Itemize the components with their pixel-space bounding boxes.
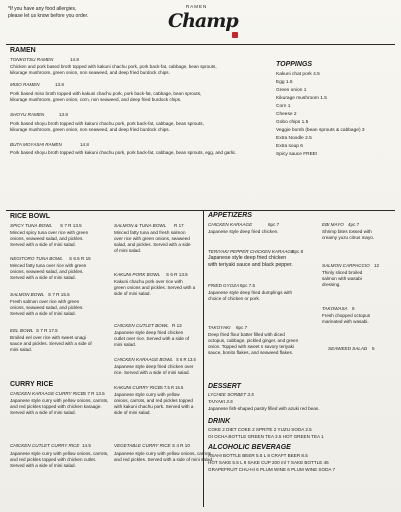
appetizer-item-price: 12 bbox=[374, 263, 380, 268]
rice-bowl-item-name: CHICKEN KARAAGE BOWL bbox=[114, 357, 173, 362]
rice-bowl-item-desc: mini salad. bbox=[114, 342, 136, 347]
rice-bowl-item-desc: over rice with green onions, seaweed bbox=[114, 236, 190, 241]
brand-subtitle: RAMEN bbox=[186, 4, 208, 9]
rice-bowl-item-desc: Minced spicy tuna over rice with green bbox=[10, 230, 89, 235]
ramen-item-price: 14.8 bbox=[70, 57, 79, 62]
curry-item-desc: and red pickles topped with chicken karaage. bbox=[10, 404, 102, 409]
ramen-heading: RAMEN bbox=[10, 47, 36, 54]
rice-bowl-item-desc: Broiled eel over rice with sweet unagi bbox=[10, 335, 86, 340]
rice-bowl-item-desc: onions, seaweed salad, and pickles. bbox=[10, 269, 84, 274]
rice-bowl-item-price: S 6 R 13.5 bbox=[176, 357, 196, 362]
appetizers-heading: APPETIZERS bbox=[208, 212, 252, 219]
appetizer-item-desc: sauce, bonito flakes, and seaweed flakes. bbox=[208, 350, 294, 355]
appetizer-item-price: 6pc 7 bbox=[268, 222, 280, 227]
curry-item-price: S 7.5 R 15.5 bbox=[160, 385, 184, 390]
curry-item-price: S 7 R 13.5 bbox=[83, 391, 105, 396]
appetizer-item-price: 6 bbox=[352, 306, 355, 311]
topping-item bbox=[276, 120, 308, 126]
rice-bowl-item-price: S 7 R 13.5 bbox=[60, 223, 82, 228]
appetizer-item-name: TAKOYAKI bbox=[208, 325, 231, 330]
topping-item bbox=[276, 72, 320, 78]
curry-item-desc: onions, carrots, and red pickles topped bbox=[114, 398, 193, 403]
topping-item bbox=[276, 152, 317, 158]
rice-bowl-item-desc: side of mini salad. bbox=[114, 291, 151, 296]
dessert-heading: DESSERT bbox=[208, 383, 241, 390]
appetizer-item-desc: dressing. bbox=[322, 282, 341, 287]
rice-bowl-item-name: CHICKEN CUTLET BOWL bbox=[114, 323, 169, 328]
rice-bowl-item-name: SALMON BOWL bbox=[10, 292, 45, 297]
rice-bowl-item-desc: onions, seaweed salad, and pickles. bbox=[10, 305, 84, 310]
appetizer-item-price: 4pc 7 bbox=[348, 222, 360, 227]
ramen-item-price: 13.8 bbox=[59, 112, 68, 117]
topping-name: Gobo chips bbox=[276, 120, 301, 125]
curry-item-desc: and red pickles. Served with a side of mini salad. bbox=[114, 457, 214, 462]
topping-price: 1 bbox=[287, 104, 291, 109]
appetizer-item-desc: Japanese style deep fried chicken. bbox=[208, 229, 279, 234]
topping-item bbox=[276, 136, 312, 142]
topping-price: 1 bbox=[303, 88, 307, 93]
topping-item bbox=[276, 112, 297, 118]
topping-item bbox=[276, 88, 306, 94]
rice-bowl-item-desc: mini salad. bbox=[10, 347, 32, 352]
rice-bowl-item-price: S 7 R 15.5 bbox=[48, 292, 70, 297]
ramen-item-desc: Pork based shoyu broth topped with kakuni chachu pork, pork back-fat, cabbage, bean sprouts, bbox=[10, 121, 204, 126]
curry-item-desc: Japanese style curry with yellow onions, carrots, bbox=[10, 451, 109, 456]
divider bbox=[6, 44, 395, 45]
ramen-item-desc: Chicken and pork based broth topped with kakuni chachu pork, pork back-fat, cabbage, bean sprouts, bbox=[10, 64, 217, 69]
dessert-item: TAIYAKI 3.5 bbox=[208, 399, 233, 404]
rice-bowl-item-name: KAKUNI PORK BOWL bbox=[114, 272, 161, 277]
topping-name: Kikurage mushroom bbox=[276, 96, 319, 101]
curry-item-name: KAKUNI CURRY RICE bbox=[114, 385, 161, 390]
curry-item-desc: Served with a side of mini salad. bbox=[10, 463, 76, 468]
appetizer-item-price: 6pc 7.5 bbox=[240, 283, 256, 288]
drink-line: OI OCHA BOTTLE GREEN TEA 3.5 HOT GREEN TEA 1 bbox=[208, 434, 324, 439]
appetizer-item-desc: onion. Topped with sweet n savory teriyaki bbox=[208, 344, 294, 349]
dessert-desc: Japanese fish-shaped pastry filled with azuki red bean. bbox=[208, 406, 320, 411]
allergy-line: *If you have any food allergies, bbox=[8, 6, 77, 12]
toppings-heading: TOPPINGS bbox=[276, 61, 313, 68]
topping-item bbox=[276, 128, 365, 134]
ramen-item-name: BUTA MOYASHI RAMEN bbox=[10, 142, 62, 147]
appetizer-item-name: CHICKEN KARAAGE bbox=[208, 222, 253, 227]
topping-item bbox=[276, 80, 293, 86]
topping-name: Corn bbox=[276, 104, 287, 109]
topping-price: 1.5 bbox=[285, 80, 293, 85]
rice-bowl-item-desc: Minced fatty tuna and fresh salmon bbox=[114, 230, 186, 235]
topping-item bbox=[276, 104, 290, 110]
topping-item bbox=[276, 144, 303, 150]
rice-bowl-item-name: NEGITORO TUNA BOWL bbox=[10, 256, 63, 261]
ramen-item-desc: Pork based shoyu broth topped with kakuni chachu pork, pork back-fat, cabbage, bean sprouts, egg, and garlic. bbox=[10, 150, 237, 155]
appetizer-item-price: 6pc 7 bbox=[236, 325, 248, 330]
ramen-item-desc: kikurage mushroom, green onion, non seaweed, and deep fried burdock chips. bbox=[10, 127, 170, 132]
ramen-item-desc: Pork based miso broth topped with kakuni chachu pork, pork back-fat, cabbage, bean sprouts, bbox=[10, 91, 202, 96]
appetizer-item-desc: Deep fried flour batter filled with diced bbox=[208, 332, 285, 337]
appetizer-item-desc: Fresh chopped octopus bbox=[322, 313, 371, 318]
rice-bowl-item-price: R 17 bbox=[174, 223, 184, 228]
rice-bowl-item-desc: Served with a side of mini salad. bbox=[10, 275, 76, 280]
rice-bowl-heading: RICE BOWL bbox=[10, 213, 51, 220]
rice-bowl-item-desc: Fresh salmon over rice with green bbox=[10, 299, 80, 304]
appetizer-item-desc: choice of chicken or pork. bbox=[208, 296, 261, 301]
curry-item-desc: Japanese style curry with yellow onions, carrots, bbox=[114, 451, 213, 456]
topping-name: Veggie bomb (bean sprouts & cabbage) bbox=[276, 128, 361, 133]
topping-price: 4.5 bbox=[313, 72, 320, 77]
ramen-item-price: 14.8 bbox=[80, 142, 89, 147]
appetizer-item-desc: marinated with wasabi. bbox=[322, 319, 369, 324]
curry-item-name: CHICKEN CUTLET CURRY RICE bbox=[10, 443, 80, 448]
alcohol-heading: ALCOHOLIC BEVERAGE bbox=[208, 444, 291, 451]
topping-price: 2.5 bbox=[305, 136, 312, 141]
rice-bowl-item-price: S 7 R 17.5 bbox=[36, 328, 58, 333]
rice-bowl-item-price: R 13 bbox=[172, 323, 182, 328]
ramen-item-price: 13.8 bbox=[55, 82, 64, 87]
appetizer-item-name: TAKOWASA bbox=[322, 306, 348, 311]
appetizer-item-name: FRIED GYOZA bbox=[208, 283, 240, 288]
rice-bowl-item-name: EEL BOWL bbox=[10, 328, 34, 333]
curry-item-desc: Japanese style curry with yellow onions, carrots, bbox=[10, 398, 109, 403]
ramen-item-name: SHOYU RAMEN bbox=[10, 112, 45, 117]
appetizer-item-desc: Thinly sliced broiled bbox=[322, 270, 363, 275]
appetizer-item-desc: Japanese style deep fried dumplings with bbox=[208, 290, 293, 295]
brand-logo: Champ bbox=[168, 10, 238, 32]
rice-bowl-item-desc: green onions and pickles. Served with a bbox=[114, 285, 196, 290]
alcohol-line: GRAPEFRUIT CHU-HI 6 PLUM WINE 6 PLUM WINE SODA 7 bbox=[208, 467, 336, 472]
alcohol-line: HOT SAKE 5.5 L 8 SAKE CUP 200 ml 7 SAKE BOTTLE 45 bbox=[208, 460, 329, 465]
drink-heading: DRINK bbox=[208, 418, 231, 425]
curry-item-desc: and red pickles topped with chicken cutlet. bbox=[10, 457, 97, 462]
appetizer-item-name: TERIYAKI PEPPER CHICKEN KARAAGE bbox=[208, 249, 295, 254]
appetizer-item-name: SALMON CARPACCIO bbox=[322, 263, 370, 268]
curry-item-desc: side of mini salad. bbox=[114, 410, 151, 415]
curry-item-name: CHICKEN KARAAGE CURRY RICE bbox=[10, 391, 84, 396]
rice-bowl-item-desc: onions, seaweed salad, and pickles. bbox=[10, 236, 84, 241]
rice-bowl-item-desc: rice. Served with a side of mini salad. bbox=[114, 370, 190, 375]
curry-item-desc: Served with a side of mini salad. bbox=[10, 410, 76, 415]
rice-bowl-item-desc: Japanese style deep fried chicken bbox=[114, 330, 184, 335]
ramen-item-name: MISO RAMEN bbox=[10, 82, 40, 87]
appetizer-item-price: 6pc 8 bbox=[292, 249, 304, 254]
appetizer-item-desc: octopus, cabbage, pickled ginger, and green bbox=[208, 338, 299, 343]
topping-price: 2 bbox=[293, 112, 297, 117]
rice-bowl-item-desc: Japanese style deep fried chicken over bbox=[114, 364, 194, 369]
curry-item-price: S 4 R 10 bbox=[172, 443, 190, 448]
rice-bowl-item-desc: sauce and pickles. Served with a side of bbox=[10, 341, 92, 346]
rice-bowl-item-price: S 6 R 13.5 bbox=[166, 272, 188, 277]
curry-item-price: 14.5 bbox=[82, 443, 91, 448]
ramen-item-desc: kikurage mushroom, green onion, non seaweed, and deep fried burdock chips. bbox=[10, 70, 170, 75]
rice-bowl-item-desc: Minced fatty tuna over rice with green bbox=[10, 263, 87, 268]
curry-rice-heading: CURRY RICE bbox=[10, 381, 54, 388]
red-seal-icon bbox=[232, 32, 238, 38]
allergy-line: please let us know before you order. bbox=[8, 12, 89, 19]
curry-item-desc: Japanese style curry with yellow bbox=[114, 392, 180, 397]
rice-bowl-item-name: SALMON & TUNA BOWL bbox=[114, 223, 167, 228]
appetizer-item-desc: with teriyaki sauce and black pepper. bbox=[208, 262, 293, 268]
topping-name: Cheese bbox=[276, 112, 293, 117]
curry-item-desc: with kakuni chachu pork. Served with a bbox=[114, 404, 194, 409]
appetizer-item-name: SEAWEED SALAD bbox=[328, 346, 368, 351]
appetizer-item-name: EBI MAYO bbox=[322, 222, 344, 227]
alcohol-line: ASAHI BOTTLE BEER 5.5 L 8 CRAFT BEER 8.5 bbox=[208, 453, 308, 458]
appetizer-item-price: 5 bbox=[372, 346, 375, 351]
rice-bowl-item-desc: Kakuni chachu pork over rice with bbox=[114, 279, 183, 284]
rice-bowl-item-desc: of mini salad. bbox=[114, 248, 142, 253]
divider bbox=[6, 210, 395, 211]
ramen-item-desc: kikurage mushroom, green onion, corn, non seaweed, and deep fried burdock chips. bbox=[10, 97, 182, 102]
topping-item bbox=[276, 96, 327, 102]
topping-price: 3 bbox=[361, 128, 365, 133]
rice-bowl-item-price: S 6.5 R 15 bbox=[69, 256, 91, 261]
topping-name: Egg bbox=[276, 80, 285, 85]
rice-bowl-item-name: SPICY TUNA BOWL bbox=[10, 223, 53, 228]
dessert-item: LYCHEE SORBET 3.5 bbox=[208, 392, 254, 397]
drink-line: COKE 2 DIET COKE 2 SPRITE 2 YUZU SODA 2.5 bbox=[208, 427, 312, 432]
ramen-item-name: TONKOTSU RAMEN bbox=[10, 57, 54, 62]
appetizer-item-desc: Japanese style deep fried chicken bbox=[208, 255, 287, 261]
appetizer-item-desc: creamy yuzu citrus mayo. bbox=[322, 235, 375, 240]
rice-bowl-item-desc: cutlet over rice. Served with a side of bbox=[114, 336, 190, 341]
topping-price: 1.5 bbox=[301, 120, 309, 125]
topping-name: Extra soup bbox=[276, 144, 299, 149]
topping-price: 1.5 bbox=[320, 96, 327, 101]
topping-name: Spicy sauce FREE! bbox=[276, 152, 318, 157]
allergy-note bbox=[8, 6, 88, 19]
curry-item-name: VEGETABLE CURRY RICE bbox=[114, 443, 171, 448]
appetizer-item-desc: Shrimp bites tossed with bbox=[322, 229, 372, 234]
topping-name: Kakuni chat pork bbox=[276, 72, 312, 77]
appetizer-item-desc: salmon with wasabi bbox=[322, 276, 362, 281]
topping-price: 6 bbox=[300, 144, 303, 149]
rice-bowl-item-desc: Served with a side of mini salad. bbox=[10, 242, 76, 247]
rice-bowl-item-desc: salad, and pickles. Served with a side bbox=[114, 242, 191, 247]
rice-bowl-item-desc: Served with a side of mini salad. bbox=[10, 311, 76, 316]
topping-name: Extra Noodle bbox=[276, 136, 304, 141]
topping-name: Green onion bbox=[276, 88, 303, 93]
